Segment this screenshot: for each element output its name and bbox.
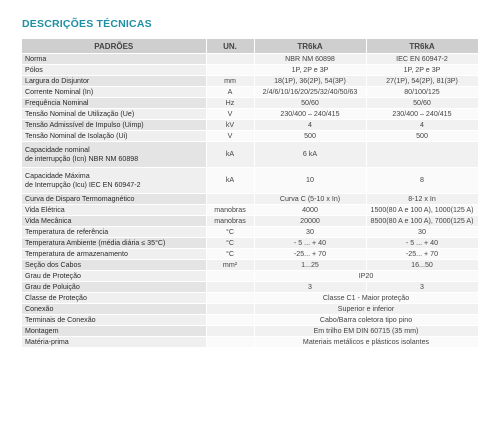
- spec-label: [22, 238, 206, 249]
- spec-value-merged: Materiais metálicos e plásticos isolantes: [254, 337, 478, 348]
- table-row: [22, 315, 478, 326]
- spec-label-text: Vida Mecânica: [25, 216, 72, 225]
- spec-value-b: 50/60: [366, 98, 478, 109]
- spec-label-text: Seção dos Cabos: [25, 260, 81, 269]
- spec-label: [22, 227, 206, 238]
- spec-unit: [206, 315, 254, 326]
- table-row: [22, 87, 478, 98]
- spec-unit: [206, 304, 254, 315]
- spec-value-a: - 5 ... + 40: [254, 238, 366, 249]
- spec-value-b: 8500(80 A e 100 A), 7000(125 A): [366, 216, 478, 227]
- spec-label: [22, 337, 206, 348]
- spec-label: [22, 326, 206, 337]
- spec-value-b: 30: [366, 227, 478, 238]
- spec-label-text: Conexão: [25, 304, 54, 313]
- spec-unit: °C: [206, 227, 254, 238]
- spec-label: [22, 304, 206, 315]
- spec-unit: [206, 271, 254, 282]
- spec-value-a: 3: [254, 282, 366, 293]
- spec-unit: Hz: [206, 98, 254, 109]
- spec-value-b: 230/400 – 240/415: [366, 109, 478, 120]
- spec-value-merged: Cabo/Barra coletora tipo pino: [254, 315, 478, 326]
- spec-label: [22, 260, 206, 271]
- table-body: [22, 54, 478, 348]
- spec-label-text: Matéria-prima: [25, 337, 69, 346]
- spec-label: [22, 76, 206, 87]
- table-row: [22, 120, 478, 131]
- spec-unit: [206, 293, 254, 304]
- spec-unit: [206, 194, 254, 205]
- spec-value-b: - 5 ... + 40: [366, 238, 478, 249]
- table-row: [22, 249, 478, 260]
- spec-value-b: 80/100/125: [366, 87, 478, 98]
- table-row: [22, 109, 478, 120]
- spec-value-b: 27(1P), 54(2P), 81(3P): [366, 76, 478, 87]
- spec-label: [22, 271, 206, 282]
- spec-unit: kA: [206, 142, 254, 168]
- table-row: [22, 54, 478, 65]
- spec-unit: [206, 326, 254, 337]
- spec-label-text: Corrente Nominal (In): [25, 87, 94, 96]
- spec-unit: manobras: [206, 205, 254, 216]
- spec-label: [22, 142, 206, 168]
- spec-value-b: -25... + 70: [366, 249, 478, 260]
- technical-specs-table: [22, 39, 479, 348]
- spec-value-a: 500: [254, 131, 366, 142]
- spec-unit: °C: [206, 249, 254, 260]
- header-model-a: TR6kA: [254, 39, 366, 54]
- spec-value-a: 1P, 2P e 3P: [254, 65, 366, 76]
- spec-unit: kV: [206, 120, 254, 131]
- table-row: [22, 282, 478, 293]
- spec-label: [22, 315, 206, 326]
- spec-value-a: 4: [254, 120, 366, 131]
- spec-value-b: 1P, 2P e 3P: [366, 65, 478, 76]
- section-title: DESCRIÇÕES TÉCNICAS: [22, 18, 152, 30]
- spec-value-a: 230/400 – 240/415: [254, 109, 366, 120]
- table-row: [22, 238, 478, 249]
- spec-label-text: Capacidade nominal de interrupção (Icn) NBR NM 60898: [25, 145, 139, 163]
- spec-label-text: Temperatura de armazenamento: [25, 249, 128, 258]
- spec-label: [22, 194, 206, 205]
- spec-label-text: Pólos: [25, 65, 43, 74]
- table-row: [22, 337, 478, 348]
- spec-unit: kA: [206, 168, 254, 194]
- spec-label-text: Vida Elétrica: [25, 205, 65, 214]
- spec-label: [22, 216, 206, 227]
- table-row: [22, 293, 478, 304]
- spec-value-merged: IP20: [254, 271, 478, 282]
- spec-label-text: Classe de Proteção: [25, 293, 87, 302]
- spec-label: [22, 205, 206, 216]
- spec-unit: mm: [206, 76, 254, 87]
- spec-value-b: 16...50: [366, 260, 478, 271]
- spec-label: [22, 98, 206, 109]
- spec-label-text: Terminais de Conexão: [25, 315, 96, 324]
- spec-label-text: Curva de Disparo Termomagnético: [25, 194, 135, 203]
- spec-label: [22, 54, 206, 65]
- spec-label: [22, 109, 206, 120]
- spec-value-b: 8: [366, 168, 478, 194]
- table-header-row: [22, 39, 478, 54]
- table-row: [22, 131, 478, 142]
- spec-unit: [206, 65, 254, 76]
- spec-unit: V: [206, 131, 254, 142]
- spec-unit: A: [206, 87, 254, 98]
- spec-value-merged: Superior e inferior: [254, 304, 478, 315]
- spec-value-a: Curva C (5-10 x In): [254, 194, 366, 205]
- spec-label: [22, 65, 206, 76]
- spec-value-b: 500: [366, 131, 478, 142]
- spec-value-b: [366, 142, 478, 168]
- spec-label-text: Norma: [25, 54, 47, 63]
- spec-label-text: Frequência Nominal: [25, 98, 89, 107]
- spec-value-a: NBR NM 60898: [254, 54, 366, 65]
- table-row: [22, 98, 478, 109]
- spec-label-text: Temperatura Ambiente (média diária ≤ 35°C): [25, 238, 166, 247]
- table-row: [22, 260, 478, 271]
- spec-unit: V: [206, 109, 254, 120]
- spec-value-a: 4000: [254, 205, 366, 216]
- spec-unit: °C: [206, 238, 254, 249]
- spec-label: [22, 120, 206, 131]
- spec-unit: [206, 337, 254, 348]
- spec-value-a: 30: [254, 227, 366, 238]
- spec-value-merged: Classe C1 - Maior proteção: [254, 293, 478, 304]
- spec-label-text: Montagem: [25, 326, 59, 335]
- table-row: [22, 194, 478, 205]
- spec-unit: [206, 282, 254, 293]
- spec-label: [22, 249, 206, 260]
- spec-label-text: Grau de Proteção: [25, 271, 81, 280]
- spec-value-b: IEC EN 60947-2: [366, 54, 478, 65]
- table-row: [22, 205, 478, 216]
- spec-label-text: Tensão Nominal de Utilização (Ue): [25, 109, 135, 118]
- table-row: [22, 271, 478, 282]
- spec-value-a: 2/4/6/10/16/20/25/32/40/50/63: [254, 87, 366, 98]
- spec-label-text: Tensão Admissível de Impulso (Uimp): [25, 120, 144, 129]
- spec-unit: manobras: [206, 216, 254, 227]
- spec-unit: mm²: [206, 260, 254, 271]
- spec-value-a: 10: [254, 168, 366, 194]
- table-row: [22, 227, 478, 238]
- spec-value-b: 4: [366, 120, 478, 131]
- table-row: [22, 168, 478, 194]
- spec-value-a: 6 kA: [254, 142, 366, 168]
- spec-value-a: 20000: [254, 216, 366, 227]
- spec-label: [22, 282, 206, 293]
- spec-value-a: 18(1P), 36(2P), 54(3P): [254, 76, 366, 87]
- spec-value-a: 50/60: [254, 98, 366, 109]
- header-unit: UN.: [206, 39, 254, 54]
- spec-value-a: 1...25: [254, 260, 366, 271]
- spec-label-text: Tensão Nominal de Isolação (Ui): [25, 131, 128, 140]
- spec-value-a: -25... + 70: [254, 249, 366, 260]
- table-row: [22, 326, 478, 337]
- spec-value-b: 8-12 x In: [366, 194, 478, 205]
- table-row: [22, 65, 478, 76]
- table-row: [22, 304, 478, 315]
- table-row: [22, 76, 478, 87]
- header-model-b: TR6kA: [366, 39, 478, 54]
- table-row: [22, 142, 478, 168]
- spec-value-merged: Em trilho EM DIN 60715 (35 mm): [254, 326, 478, 337]
- spec-label-text: Largura do Disjuntor: [25, 76, 90, 85]
- spec-unit: [206, 54, 254, 65]
- spec-label-text: Capacidade Máxima de Interrupção (Icu) IEC EN 60947-2: [25, 171, 141, 189]
- spec-label-text: Grau de Poluição: [25, 282, 80, 291]
- spec-label: [22, 87, 206, 98]
- spec-label: [22, 168, 206, 194]
- table-row: [22, 216, 478, 227]
- header-standards: PADRÕES: [22, 39, 206, 54]
- spec-label-text: Temperatura de referência: [25, 227, 109, 236]
- spec-value-b: 3: [366, 282, 478, 293]
- spec-value-b: 1500(80 A e 100 A), 1000(125 A): [366, 205, 478, 216]
- spec-label: [22, 131, 206, 142]
- spec-label: [22, 293, 206, 304]
